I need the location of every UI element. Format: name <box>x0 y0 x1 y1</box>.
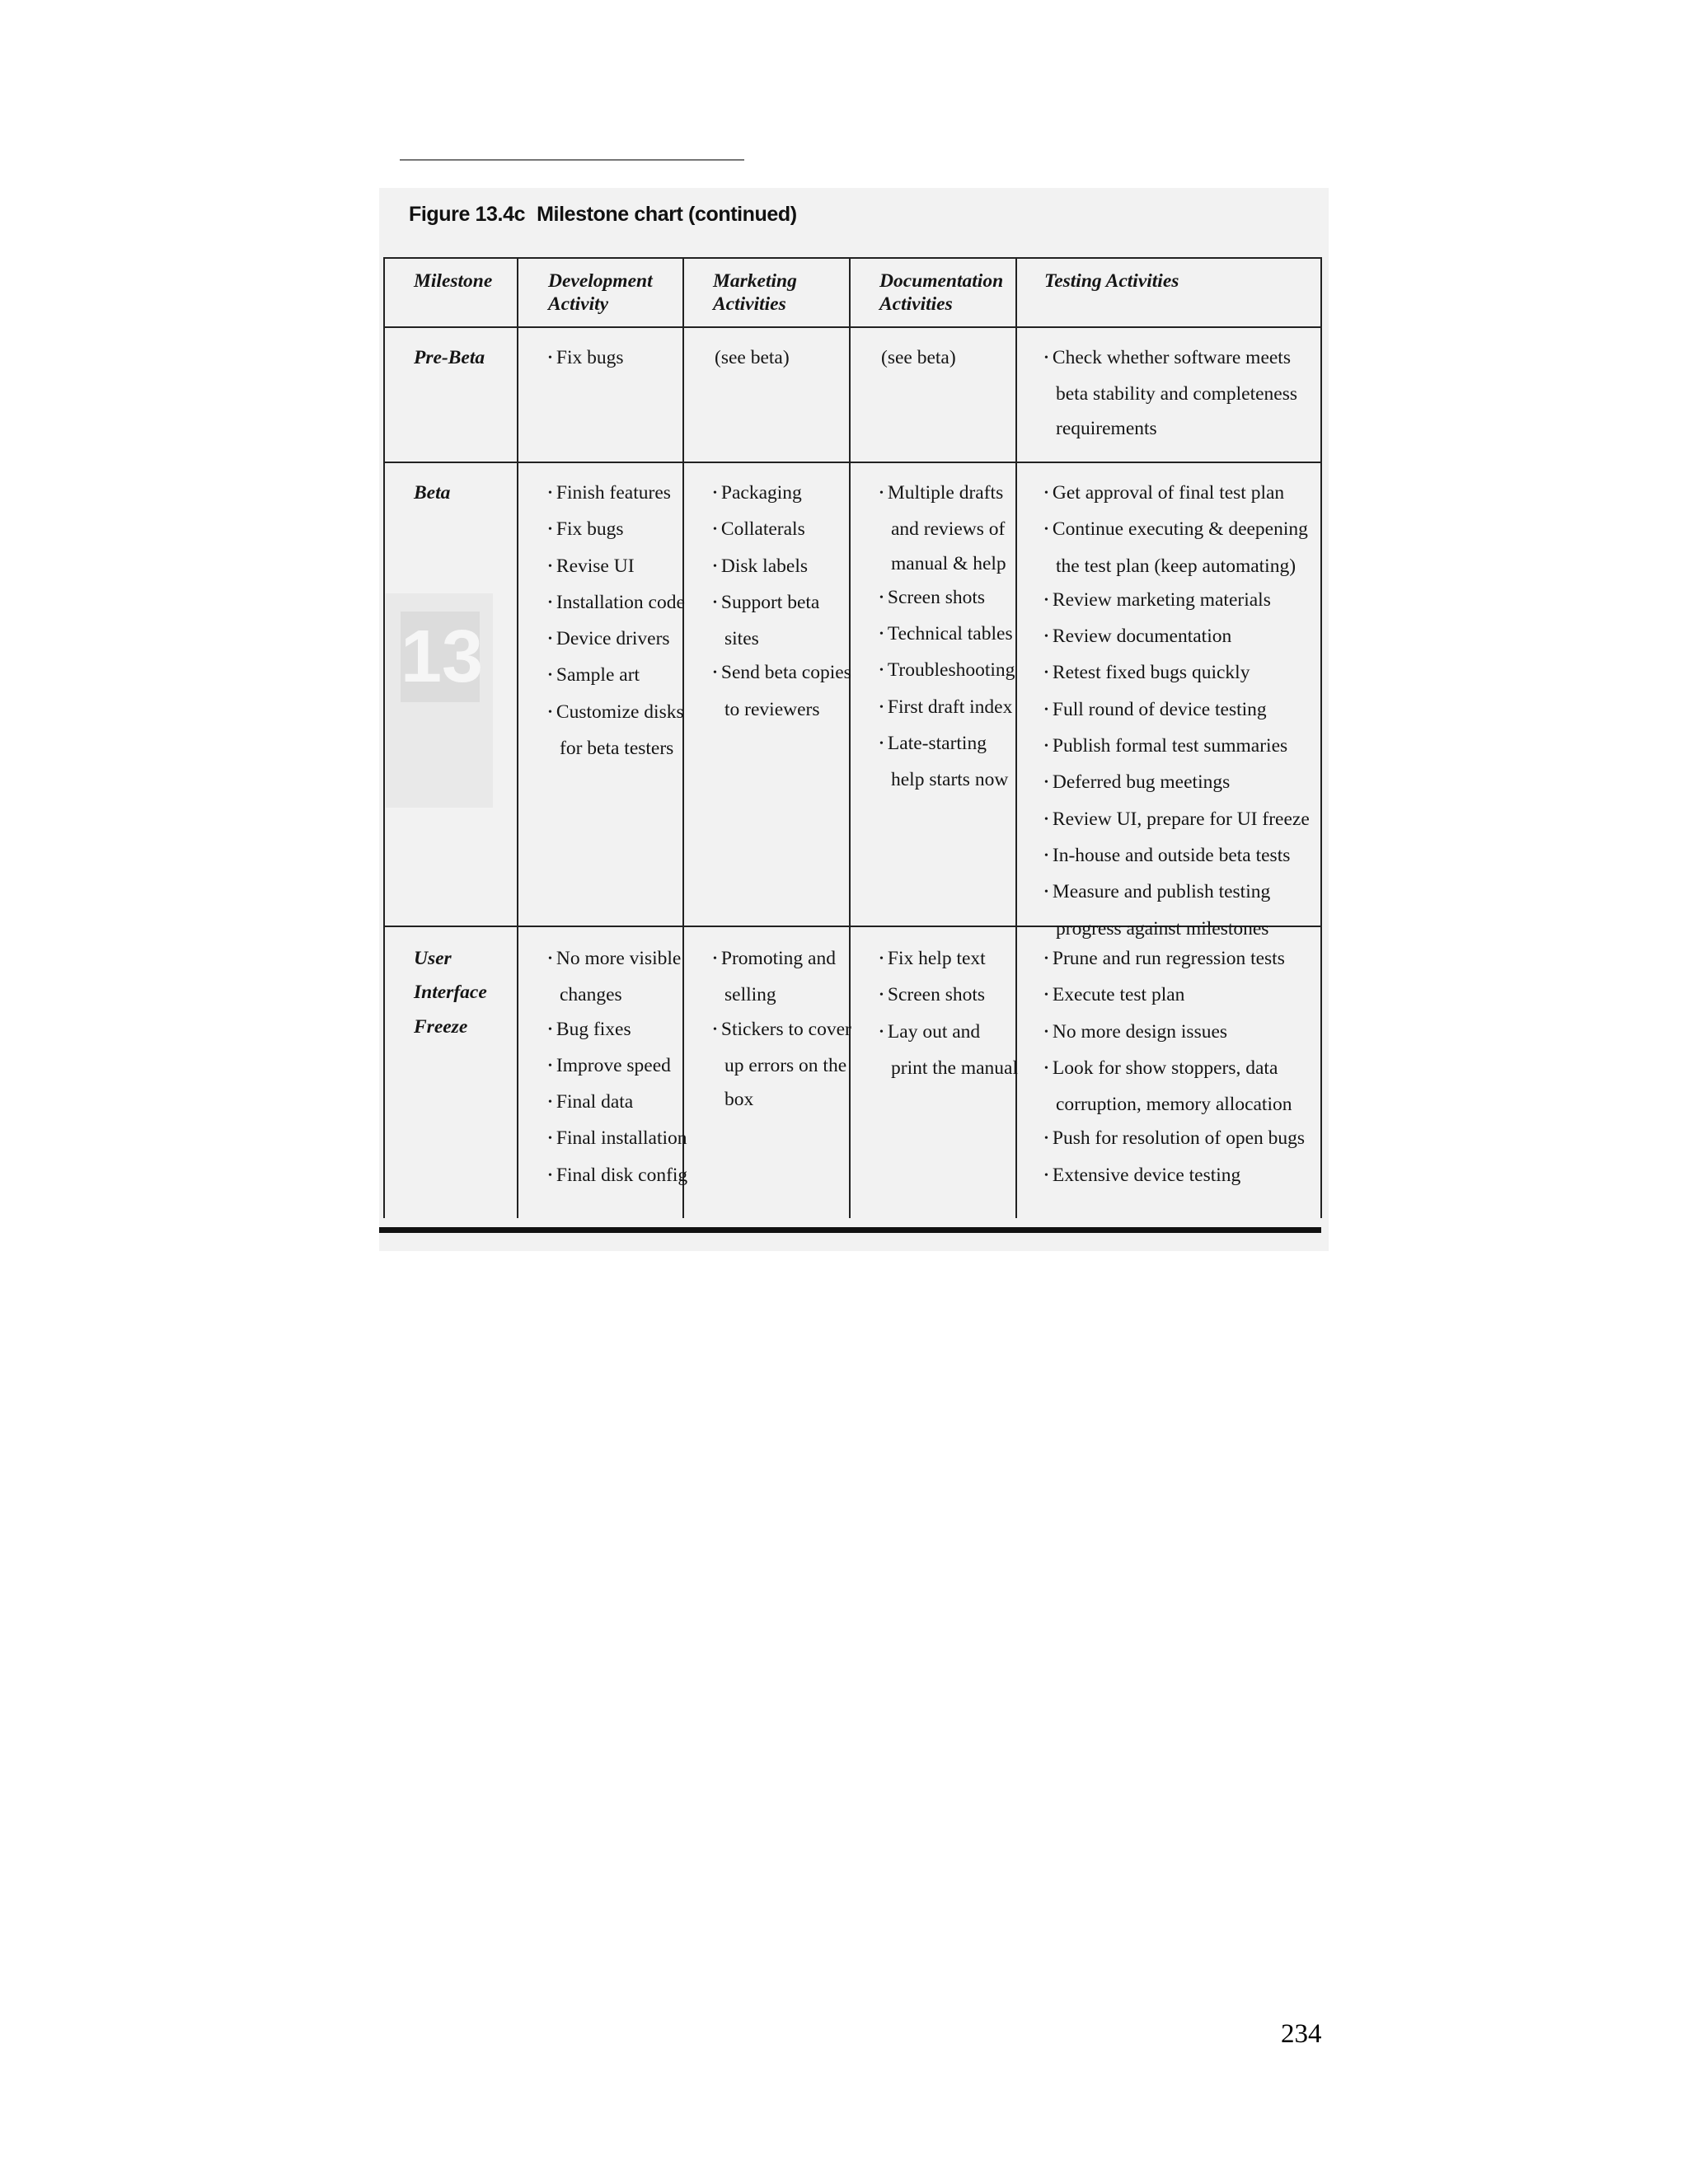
activity-item: • Revise UI <box>548 550 685 586</box>
activity-item: • Collaterals <box>713 513 851 549</box>
activity-item: • Get approval of final test plan <box>1044 476 1310 513</box>
cell-development <box>548 476 685 766</box>
activity-item-continuation: beta stability and completeness <box>1056 383 1298 405</box>
activity-item: • Extensive device testing <box>1044 1159 1305 1195</box>
activity-item: • Fix bugs <box>548 513 685 549</box>
activity-item-continuation: (see beta) <box>881 347 956 368</box>
milestone-name: User <box>414 948 452 969</box>
activity-item-continuation: progress against milestones <box>1056 917 1269 940</box>
activity-item: • Full round of device testing <box>1044 693 1310 729</box>
milestone-name: Beta <box>414 482 451 504</box>
activity-item-continuation: box <box>724 1089 754 1111</box>
activity-item-continuation: the test plan (keep automating) <box>1056 555 1296 577</box>
activity-item: • Technical tables <box>879 617 1015 654</box>
activity-item: • Improve speed <box>548 1049 687 1085</box>
activity-item: • Prune and run regression tests <box>1044 942 1305 978</box>
activity-item-continuation: print the manual <box>891 1057 1019 1079</box>
cell-marketing <box>713 942 851 1117</box>
activity-item-continuation: corruption, memory allocation <box>1056 1094 1292 1116</box>
activity-item-continuation: to reviewers <box>724 698 820 720</box>
activity-item: • No more design issues <box>1044 1015 1305 1052</box>
activity-item: • Review marketing materials <box>1044 583 1310 620</box>
activity-item: • Device drivers <box>548 622 685 658</box>
activity-item: • Late-starting <box>879 727 1015 763</box>
activity-item: • Promoting and <box>713 942 851 978</box>
activity-item: • Deferred bug meetings <box>1044 766 1310 802</box>
activity-item: • Screen shots <box>879 581 1015 617</box>
header-documentation-line-1: Documentation <box>879 270 1004 292</box>
activity-item: • Fix help text <box>879 942 1018 978</box>
activity-item-continuation: help starts now <box>891 769 1009 791</box>
activity-item-continuation: manual & help <box>891 552 1006 574</box>
activity-item: • Fix bugs <box>548 341 624 377</box>
activity-item: • Disk labels <box>713 550 851 586</box>
activity-item: • Bug fixes <box>548 1013 687 1049</box>
milestone-name: Freeze <box>414 1015 468 1038</box>
activity-item-continuation: (see beta) <box>715 347 790 368</box>
activity-item: • In-house and outside beta tests <box>1044 839 1310 875</box>
milestone-name: Interface <box>414 982 487 1004</box>
cell-testing <box>1044 476 1310 946</box>
activity-item: • Publish formal test summaries <box>1044 729 1310 766</box>
activity-item: • Review UI, prepare for UI freeze <box>1044 803 1310 839</box>
activity-item: • Retest fixed bugs quickly <box>1044 656 1310 692</box>
activity-item: • Finish features <box>548 476 685 513</box>
activity-item: • Send beta copies <box>713 656 851 692</box>
activity-item-continuation: selling <box>724 984 776 1006</box>
cell-documentation <box>879 476 1015 798</box>
header-milestone: Milestone <box>414 270 493 292</box>
activity-item: • Sample art <box>548 658 685 695</box>
header-divider <box>385 326 1320 328</box>
activity-item: • Look for show stoppers, data <box>1044 1052 1305 1088</box>
activity-item: • Support beta <box>713 586 851 622</box>
cell-marketing <box>713 476 851 727</box>
activity-item: • Push for resolution of open bugs <box>1044 1122 1305 1158</box>
cell-testing <box>1044 341 1297 446</box>
column-divider <box>517 259 518 1218</box>
activity-item: • Check whether software meets <box>1044 341 1297 377</box>
top-rule <box>400 159 744 161</box>
activity-item: • Measure and publish testing <box>1044 875 1310 912</box>
activity-item: • Final installation <box>548 1122 687 1158</box>
activity-item: • First draft index <box>879 691 1015 727</box>
activity-item: • Stickers to cover <box>713 1013 851 1049</box>
header-development-line-2: Activity <box>548 293 609 315</box>
cell-milestone <box>414 942 487 1044</box>
header-documentation <box>879 269 1003 316</box>
show-through-chapter-mark: 13 <box>401 612 480 702</box>
figure-title: Milestone chart (continued) <box>537 203 797 226</box>
header-marketing-line-2: Activities <box>713 293 786 315</box>
cell-milestone <box>414 476 450 510</box>
milestone-name: Pre-Beta <box>414 347 485 368</box>
header-development-line-1: Development <box>548 270 653 292</box>
page-number: 234 <box>1281 2019 1322 2049</box>
activity-item: • Packaging <box>713 476 851 513</box>
milestone-table <box>383 257 1322 1218</box>
activity-item: • Final disk config <box>548 1159 687 1195</box>
activity-item: • No more visible <box>548 942 687 978</box>
header-testing: Testing Activities <box>1044 270 1179 292</box>
activity-item: • Execute test plan <box>1044 978 1305 1015</box>
bottom-thick-rule <box>379 1227 1321 1233</box>
cell-testing <box>1044 942 1305 1195</box>
cell-development <box>548 341 624 377</box>
activity-item: • Lay out and <box>879 1015 1018 1052</box>
row-divider <box>385 462 1320 463</box>
header-documentation-line-2: Activities <box>879 293 953 315</box>
activity-item-continuation: requirements <box>1056 417 1157 439</box>
activity-item: • Customize disks <box>548 696 685 732</box>
activity-item: • Multiple drafts <box>879 476 1015 513</box>
header-development <box>548 269 653 316</box>
activity-item-continuation: sites <box>724 628 759 650</box>
cell-documentation <box>879 341 956 375</box>
activity-item-continuation: for beta testers <box>560 738 674 760</box>
activity-item: • Installation code <box>548 586 685 622</box>
activity-item-continuation: changes <box>560 984 622 1006</box>
activity-item: • Troubleshooting <box>879 654 1015 690</box>
activity-item: • Review documentation <box>1044 620 1310 656</box>
activity-item-continuation: and reviews of <box>891 518 1006 541</box>
figure-number: Figure 13.4c <box>409 203 526 226</box>
activity-item-continuation: up errors on the <box>724 1054 847 1076</box>
cell-marketing <box>713 341 790 375</box>
cell-milestone <box>414 341 485 375</box>
header-marketing <box>713 269 797 316</box>
figure-caption <box>409 203 797 227</box>
cell-documentation <box>879 942 1018 1085</box>
activity-item: • Screen shots <box>879 978 1018 1015</box>
activity-item: • Final data <box>548 1085 687 1122</box>
activity-item: • Continue executing & deepening <box>1044 513 1310 549</box>
header-marketing-line-1: Marketing <box>713 270 797 292</box>
cell-development <box>548 942 687 1195</box>
